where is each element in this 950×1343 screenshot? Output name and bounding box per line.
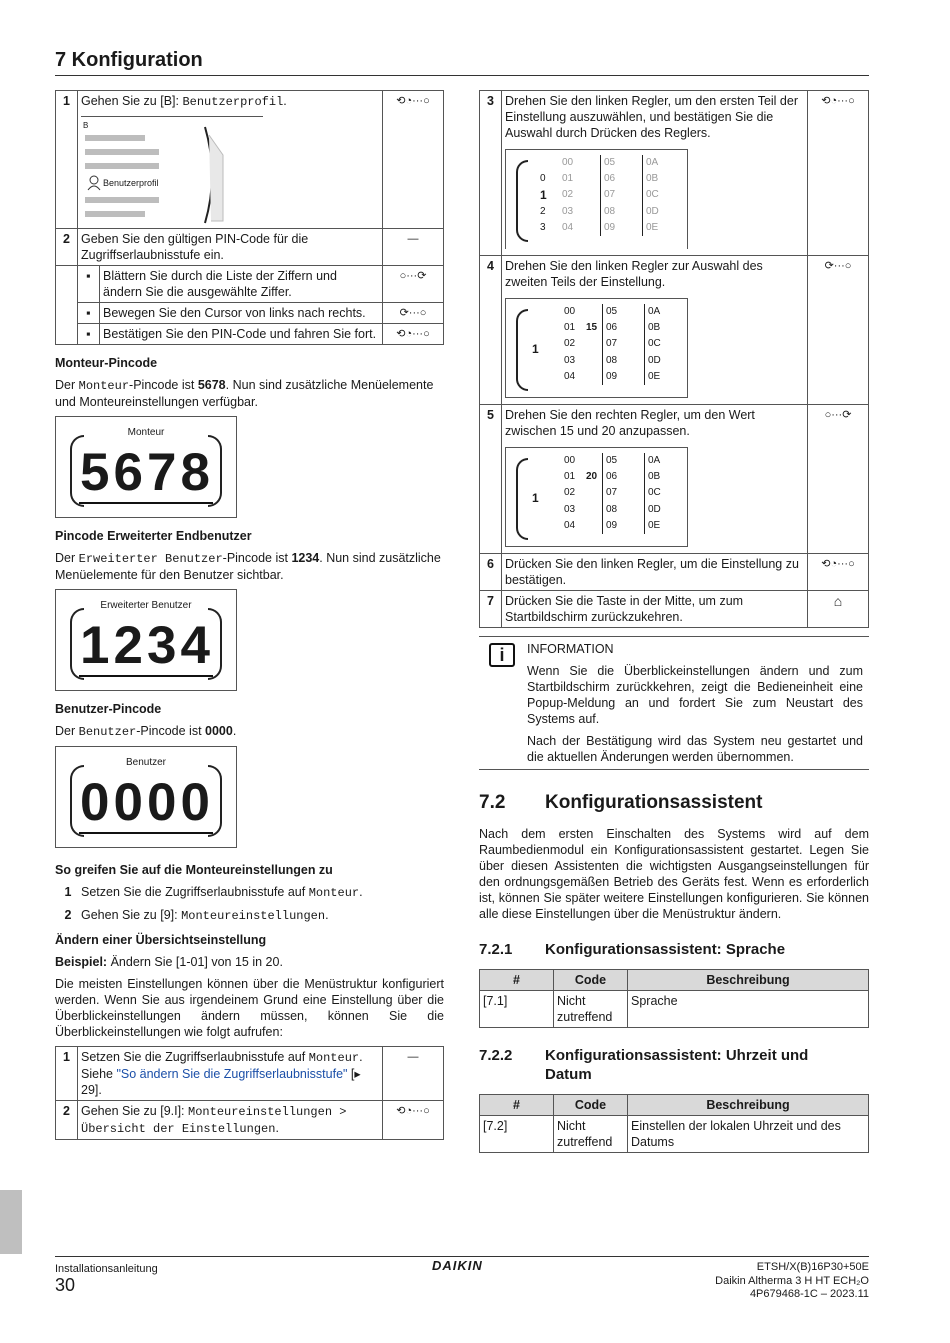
dial-cell bbox=[586, 518, 602, 534]
pin-digit: 0 bbox=[113, 773, 145, 832]
step-number: 1 bbox=[56, 91, 78, 229]
spacer-cell bbox=[56, 324, 78, 345]
dial-row bbox=[564, 320, 684, 336]
column-header: # bbox=[480, 970, 554, 991]
step-text bbox=[502, 256, 808, 405]
table-row bbox=[56, 229, 444, 266]
column-header: Beschreibung bbox=[628, 970, 869, 991]
dial-rows bbox=[564, 453, 684, 534]
dial-cell: 07 bbox=[600, 187, 642, 203]
monteur-text bbox=[55, 377, 444, 410]
dial-cell: 00 bbox=[562, 157, 574, 168]
right-knob-icon: ○···⟳ bbox=[808, 405, 869, 554]
step-text-pre: Gehen Sie zu [B]: bbox=[81, 94, 183, 108]
column-header: Code bbox=[554, 1095, 628, 1116]
step-text bbox=[78, 1047, 383, 1101]
table-row bbox=[56, 266, 444, 303]
knob-press-icon: ⟲◔···○ bbox=[808, 91, 869, 256]
dial-cell: 00 bbox=[564, 455, 576, 466]
table-cell: [7.2] bbox=[480, 1116, 554, 1153]
list-item bbox=[55, 884, 444, 901]
pin-digit: 2 bbox=[113, 616, 145, 675]
menu-bar bbox=[85, 149, 159, 155]
dial-cell bbox=[586, 453, 602, 469]
text-post: . bbox=[325, 908, 329, 922]
text-mid: -Pincode ist bbox=[129, 378, 198, 392]
pin-value: 0000 bbox=[205, 724, 233, 738]
table-row bbox=[56, 324, 444, 345]
footer-meta bbox=[715, 1261, 869, 1302]
text-pre: Der bbox=[55, 378, 79, 392]
brand-logo: DAIKIN bbox=[432, 1258, 483, 1273]
dial-cell: 2 bbox=[540, 205, 546, 217]
pin-digit: 5 bbox=[80, 443, 112, 502]
pin-digit: 4 bbox=[180, 616, 212, 675]
text-post: . Nun sind zusätzliche Menüelemente für den Benutzer sichtbar. bbox=[55, 551, 441, 582]
menu-bar bbox=[85, 163, 159, 169]
dial-row bbox=[564, 369, 684, 385]
pin-digit: 8 bbox=[180, 443, 212, 502]
dial-cell bbox=[586, 369, 602, 385]
footer-model: ETSH/X(B)16P30+50E bbox=[756, 1261, 869, 1273]
dial-row bbox=[564, 485, 684, 501]
step-table-overview bbox=[55, 1046, 444, 1140]
right-arc-icon bbox=[208, 765, 222, 837]
footer-doc-type: Installationsanleitung bbox=[55, 1263, 158, 1275]
text-pre: Gehen Sie zu [9.I]: bbox=[81, 1104, 189, 1118]
dial-row bbox=[540, 155, 682, 171]
dial-cell: 08 bbox=[602, 353, 644, 369]
step-text bbox=[78, 1101, 383, 1140]
dial-screen bbox=[505, 149, 688, 249]
dial-row bbox=[540, 204, 682, 220]
settings-table-sprache bbox=[479, 969, 869, 1028]
left-knob-icon: ⟳···○ bbox=[808, 256, 869, 405]
access-level-link[interactable]: "So ändern Sie die Zugriffserlaubnisstufe" bbox=[116, 1067, 348, 1081]
dial-cell: 02 bbox=[564, 487, 576, 499]
list-number: 1 bbox=[64, 885, 72, 899]
section-title: Konfigurationsassistent: Sprache bbox=[545, 941, 786, 958]
dial-cell: 0E bbox=[642, 220, 682, 236]
dial-cell: 3 bbox=[540, 221, 546, 233]
menu-bar bbox=[85, 197, 159, 203]
step-text: Drücken Sie den linken Regler, um die Einstellung zu bestätigen. bbox=[502, 554, 808, 591]
chapter-tab bbox=[0, 1190, 22, 1254]
dial-rows bbox=[540, 155, 682, 236]
howto-heading: So greifen Sie auf die Monteureinstellungen zu bbox=[55, 863, 333, 877]
page-ref: [▸ 29]. bbox=[81, 1067, 361, 1097]
dial-cell: 0D bbox=[644, 502, 684, 518]
section-paragraph: Nach dem ersten Einschalten des Systems wird auf dem Raumbedienmodul ein Konfigurationsassistent gestartet. Legen Sie über diesen Assistenten die wichtigsten Ausgangseinstellungen für den ordnungsgemäßen Betrieb des Geräts fest. Wenn es erforderlich ist, können Sie später weitere Einstellungen konfigurieren. Sie können alle diese Einstellungen über die Menüstruktur ändern. bbox=[479, 827, 869, 921]
erweitert-heading: Pincode Erweiterter Endbenutzer bbox=[55, 529, 252, 543]
menu-screen-illustration bbox=[81, 116, 263, 224]
example-line bbox=[55, 954, 444, 970]
spacer-cell bbox=[56, 266, 78, 303]
table-row bbox=[480, 991, 869, 1028]
dash-icon: — bbox=[383, 229, 444, 266]
step-text: Geben Sie den gültigen PIN-Code für die Zugriffserlaubnisstufe ein. bbox=[78, 229, 383, 266]
step-text bbox=[502, 91, 808, 256]
dial-row bbox=[540, 171, 682, 187]
step-text bbox=[78, 91, 383, 229]
footer-doc-id: 4P679468-1C – 2023.11 bbox=[749, 1288, 869, 1300]
spacer-cell bbox=[56, 303, 78, 324]
text-post: . Siehe bbox=[81, 1050, 363, 1081]
menu-item-label: Benutzerprofil bbox=[103, 178, 159, 188]
text-pre: Setzen Sie die Zugriffserlaubnisstufe auf bbox=[81, 885, 309, 899]
menu-bar bbox=[85, 211, 145, 217]
step-text-post: . bbox=[283, 94, 287, 108]
table-cell: Nicht zutreffend bbox=[554, 1116, 628, 1153]
pin-screen-monteur bbox=[55, 416, 237, 518]
dial-cell: 1 bbox=[540, 188, 547, 203]
column-header: # bbox=[480, 1095, 554, 1116]
menu-code: Benutzerprofil bbox=[182, 95, 284, 109]
dial-cell: 01 bbox=[564, 322, 576, 334]
table-cell: Sprache bbox=[628, 991, 869, 1028]
dial-cell: 04 bbox=[564, 519, 576, 531]
dial-cell: 0A bbox=[644, 304, 684, 320]
step-text-content: Drehen Sie den rechten Regler, um den Wert zwischen 15 und 20 anzupassen. bbox=[505, 408, 755, 438]
section-title: Konfigurationsassistent bbox=[545, 792, 763, 813]
pin-digit: 7 bbox=[147, 443, 179, 502]
dial-cell: 0C bbox=[644, 336, 684, 352]
pin-screen-benutzer bbox=[55, 746, 237, 848]
step-text bbox=[502, 405, 808, 554]
footer-rule bbox=[55, 1256, 869, 1257]
dial-arc-icon bbox=[516, 309, 528, 391]
step-number: 5 bbox=[480, 405, 502, 554]
dial-cell: 01 bbox=[562, 173, 574, 185]
menu-item-benutzerprofil bbox=[87, 175, 159, 191]
code-text: Monteureinstellungen > Übersicht der Einstellungen bbox=[81, 1105, 347, 1136]
page-title: 7 Konfiguration bbox=[55, 49, 203, 71]
footer-product: Daikin Altherma 3 H HT ECH₂O bbox=[715, 1274, 869, 1287]
information-title: INFORMATION bbox=[527, 642, 614, 656]
dial-cell bbox=[586, 304, 602, 320]
dial-cell: 09 bbox=[602, 518, 644, 534]
table-header-row bbox=[480, 1095, 869, 1116]
dial-cell bbox=[586, 353, 602, 369]
bullet-icon: ▪ bbox=[78, 324, 100, 345]
step-text-content: Drehen Sie den linken Regler, um den ersten Teil der Einstellung auszuwählen, und bestätigen Sie die Auswahl durch Drücken des Reglers. bbox=[505, 94, 798, 140]
pin-value: 1234 bbox=[291, 551, 320, 565]
pin-screen-erweitert bbox=[55, 589, 237, 691]
step-text: Bewegen Sie den Cursor von links nach rechts. bbox=[100, 303, 383, 324]
list-text bbox=[81, 884, 363, 901]
dial-cell: 0A bbox=[642, 155, 682, 171]
dial-cell: 02 bbox=[564, 338, 576, 350]
monteur-heading: Monteur-Pincode bbox=[55, 356, 158, 370]
dial-cell: 07 bbox=[602, 485, 644, 501]
code-text: Erweiterter Benutzer bbox=[78, 552, 223, 566]
text-pre: Setzen Sie die Zugriffserlaubnisstufe auf bbox=[81, 1050, 309, 1064]
dial-cell: 09 bbox=[600, 220, 642, 236]
text-pre: Der bbox=[55, 551, 79, 565]
pin-digit: 3 bbox=[147, 616, 179, 675]
info-icon: i bbox=[489, 643, 515, 667]
benutzer-heading: Benutzer-Pincode bbox=[55, 702, 162, 716]
dial-cell: 08 bbox=[602, 502, 644, 518]
dial-screen bbox=[505, 298, 688, 398]
example-text: Ändern Sie [1-01] von 15 in 20. bbox=[107, 955, 283, 969]
dial-cell bbox=[586, 485, 602, 501]
column-header: Beschreibung bbox=[628, 1095, 869, 1116]
right-knob-icon: ○···⟳ bbox=[383, 266, 444, 303]
step-text: Bestätigen Sie den PIN-Code und fahren Sie fort. bbox=[100, 324, 383, 345]
table-row bbox=[480, 91, 869, 256]
home-icon: ⌂ bbox=[808, 591, 869, 628]
left-column bbox=[55, 90, 444, 1140]
step-number: 7 bbox=[480, 591, 502, 628]
menu-bar bbox=[85, 135, 145, 141]
step-text-content: Drehen Sie den linken Regler zur Auswahl des zweiten Teils der Einstellung. bbox=[505, 259, 763, 289]
dial-row bbox=[564, 469, 684, 485]
dial-cell: 06 bbox=[600, 171, 642, 187]
section-number: 7.2 bbox=[479, 792, 506, 813]
table-row bbox=[480, 591, 869, 628]
dial-cell: 05 bbox=[602, 304, 644, 320]
dial-cell: 07 bbox=[602, 336, 644, 352]
code-text: Monteur bbox=[78, 379, 130, 393]
information-paragraph: Nach der Bestätigung wird das System neu gestartet und die aktuellen Änderungen werden übernommen. bbox=[527, 734, 863, 764]
dial-cell: 0E bbox=[644, 369, 684, 385]
text-pre: Der bbox=[55, 724, 79, 738]
dial-cell: 20 bbox=[586, 471, 598, 483]
dial-cell: 0B bbox=[644, 320, 684, 336]
table-cell: [7.1] bbox=[480, 991, 554, 1028]
step-number: 1 bbox=[56, 1047, 78, 1101]
step-number: 6 bbox=[480, 554, 502, 591]
dial-left-value: 1 bbox=[532, 342, 539, 356]
dial-row bbox=[564, 518, 684, 534]
step-text: Blättern Sie durch die Liste der Ziffern und ändern Sie die ausgewählte Ziffer. bbox=[100, 266, 383, 303]
step-number: 3 bbox=[480, 91, 502, 256]
text-post: . bbox=[359, 885, 363, 899]
table-cell: Nicht zutreffend bbox=[554, 991, 628, 1028]
screen-label: Monteur bbox=[127, 427, 165, 438]
information-paragraph: Wenn Sie die Überblickeinstellungen ändern und zum Startbildschirm zurückkehren, zeigt die Bedieneinheit eine Popup-Meldung an und fordert Sie zum Neustart des Systems auf. bbox=[527, 664, 863, 726]
dial-cell: 0C bbox=[642, 187, 682, 203]
dial-cell: 06 bbox=[602, 469, 644, 485]
scroll-arc-icon bbox=[199, 125, 229, 225]
dial-cell: 09 bbox=[602, 369, 644, 385]
page-number: 30 bbox=[55, 1275, 76, 1295]
code-text: Monteureinstellungen bbox=[181, 909, 326, 923]
dial-cell: 06 bbox=[602, 320, 644, 336]
list-number: 2 bbox=[64, 908, 72, 922]
dial-cell: 0B bbox=[642, 171, 682, 187]
table-header-row bbox=[480, 970, 869, 991]
section-heading-7-2 bbox=[479, 792, 869, 814]
step-number: 4 bbox=[480, 256, 502, 405]
pin-digit: 0 bbox=[180, 773, 212, 832]
dial-cell: 03 bbox=[562, 205, 574, 217]
code-text: Monteur bbox=[308, 1051, 360, 1065]
right-arc-icon bbox=[208, 608, 222, 680]
dial-cell: 0D bbox=[644, 353, 684, 369]
text-mid: -Pincode ist bbox=[222, 551, 292, 565]
table-row bbox=[56, 1047, 444, 1101]
dial-cell: 02 bbox=[562, 189, 574, 201]
knob-press-icon: ⟲◔···○ bbox=[808, 554, 869, 591]
dial-cell: 0B bbox=[644, 469, 684, 485]
settings-table-uhrzeit bbox=[479, 1094, 869, 1153]
dial-row bbox=[564, 453, 684, 469]
text-post: . bbox=[275, 1121, 279, 1135]
section-number: 7.2.2 bbox=[479, 1047, 513, 1064]
screen-label: Benutzer bbox=[125, 757, 167, 768]
text-post: . Nun sind zusätzliche Menüelemente und Monteureinstellungen verfügbar. bbox=[55, 378, 434, 409]
change-paragraph: Die meisten Einstellungen können über die Menüstruktur konfiguriert werden. Wenn Sie aus irgendeinem Grund eine Einstellung über die Überblickeinstellungen ändern müssen, können Sie die Überblickeinstellungen wie folgt aufrufen: bbox=[55, 977, 444, 1039]
dial-row bbox=[564, 353, 684, 369]
dial-row bbox=[564, 336, 684, 352]
section-heading-7-2-1 bbox=[479, 940, 869, 959]
knob-icon: ⟲◔···○ bbox=[383, 91, 444, 229]
dial-rows bbox=[564, 304, 684, 385]
table-cell: Einstellen der lokalen Uhrzeit und des Datums bbox=[628, 1116, 869, 1153]
dial-cell: 0E bbox=[644, 518, 684, 534]
dial-row bbox=[540, 220, 682, 236]
right-arc-icon bbox=[208, 435, 222, 507]
table-row bbox=[480, 256, 869, 405]
table-row bbox=[480, 405, 869, 554]
change-heading: Ändern einer Übersichtseinstellung bbox=[55, 933, 267, 947]
dial-cell: 04 bbox=[562, 221, 574, 233]
dial-cell: 03 bbox=[564, 354, 576, 366]
benutzer-text bbox=[55, 723, 444, 740]
dial-cell: 15 bbox=[586, 322, 598, 334]
list-text bbox=[81, 907, 329, 924]
code-text: Benutzer bbox=[78, 725, 137, 739]
pin-value: 5678 bbox=[197, 378, 226, 392]
step-number: 2 bbox=[56, 229, 78, 266]
dial-cell: 05 bbox=[602, 453, 644, 469]
knob-press-icon: ⟲◔···○ bbox=[383, 324, 444, 345]
dial-screen bbox=[505, 447, 688, 547]
dial-cell: 05 bbox=[600, 155, 642, 171]
dial-row bbox=[564, 304, 684, 320]
erweitert-text bbox=[55, 550, 444, 583]
section-number: 7.2.1 bbox=[479, 941, 513, 958]
screen-label: Erweiterter Benutzer bbox=[100, 600, 192, 611]
dial-cell: 01 bbox=[564, 471, 576, 483]
table-row bbox=[480, 1116, 869, 1153]
pin-digit: 6 bbox=[113, 443, 145, 502]
step-text: Drücken Sie die Taste in der Mitte, um zum Startbildschirm zurückzukehren. bbox=[502, 591, 808, 628]
dial-arc-icon bbox=[516, 458, 528, 540]
table-row bbox=[56, 91, 444, 229]
section-heading-7-2-2 bbox=[479, 1046, 869, 1084]
bullet-icon: ▪ bbox=[78, 303, 100, 324]
pin-digit: 0 bbox=[147, 773, 179, 832]
step-number: 2 bbox=[56, 1101, 78, 1140]
text-pre: Gehen Sie zu [9]: bbox=[81, 908, 182, 922]
pin-digit: 1 bbox=[80, 616, 112, 675]
knob-press-icon: ⟲◔···○ bbox=[383, 1101, 444, 1140]
screen-corner-label: B bbox=[83, 121, 89, 130]
list-item bbox=[55, 907, 444, 924]
information-body bbox=[527, 641, 863, 765]
left-knob-icon: ⟳···○ bbox=[383, 303, 444, 324]
dial-cell: 0 bbox=[540, 173, 546, 185]
right-column bbox=[479, 90, 869, 1159]
dial-cell: 0C bbox=[644, 485, 684, 501]
table-row bbox=[480, 554, 869, 591]
dash-icon: — bbox=[383, 1047, 444, 1101]
bullet-icon: ▪ bbox=[78, 266, 100, 303]
dial-row bbox=[564, 502, 684, 518]
dial-cell: 04 bbox=[564, 370, 576, 382]
dial-left-value: 1 bbox=[532, 491, 539, 505]
title-rule bbox=[55, 75, 869, 76]
dial-cell bbox=[586, 336, 602, 352]
dial-cell bbox=[540, 155, 562, 171]
dial-cell bbox=[586, 502, 602, 518]
column-header: Code bbox=[554, 970, 628, 991]
section-title: Konfigurationsassistent: Uhrzeit und Datum bbox=[545, 1047, 809, 1083]
dial-cell: 00 bbox=[564, 306, 576, 317]
user-icon bbox=[87, 175, 101, 191]
step-table-pin bbox=[55, 90, 444, 345]
pin-digit: 0 bbox=[80, 773, 112, 832]
step-table-change bbox=[479, 90, 869, 628]
dial-arc-icon bbox=[516, 160, 528, 242]
dial-cell: 0A bbox=[644, 453, 684, 469]
example-label: Beispiel: bbox=[55, 955, 108, 969]
dial-cell: 03 bbox=[564, 503, 576, 515]
dial-cell: 08 bbox=[600, 204, 642, 220]
text-mid: -Pincode ist bbox=[136, 724, 206, 738]
text-post: . bbox=[232, 724, 237, 738]
table-row bbox=[56, 303, 444, 324]
table-row bbox=[56, 1101, 444, 1140]
dial-cell: 0D bbox=[642, 204, 682, 220]
information-box bbox=[479, 636, 869, 770]
code-text: Monteur bbox=[308, 886, 360, 900]
dial-row bbox=[540, 187, 682, 203]
